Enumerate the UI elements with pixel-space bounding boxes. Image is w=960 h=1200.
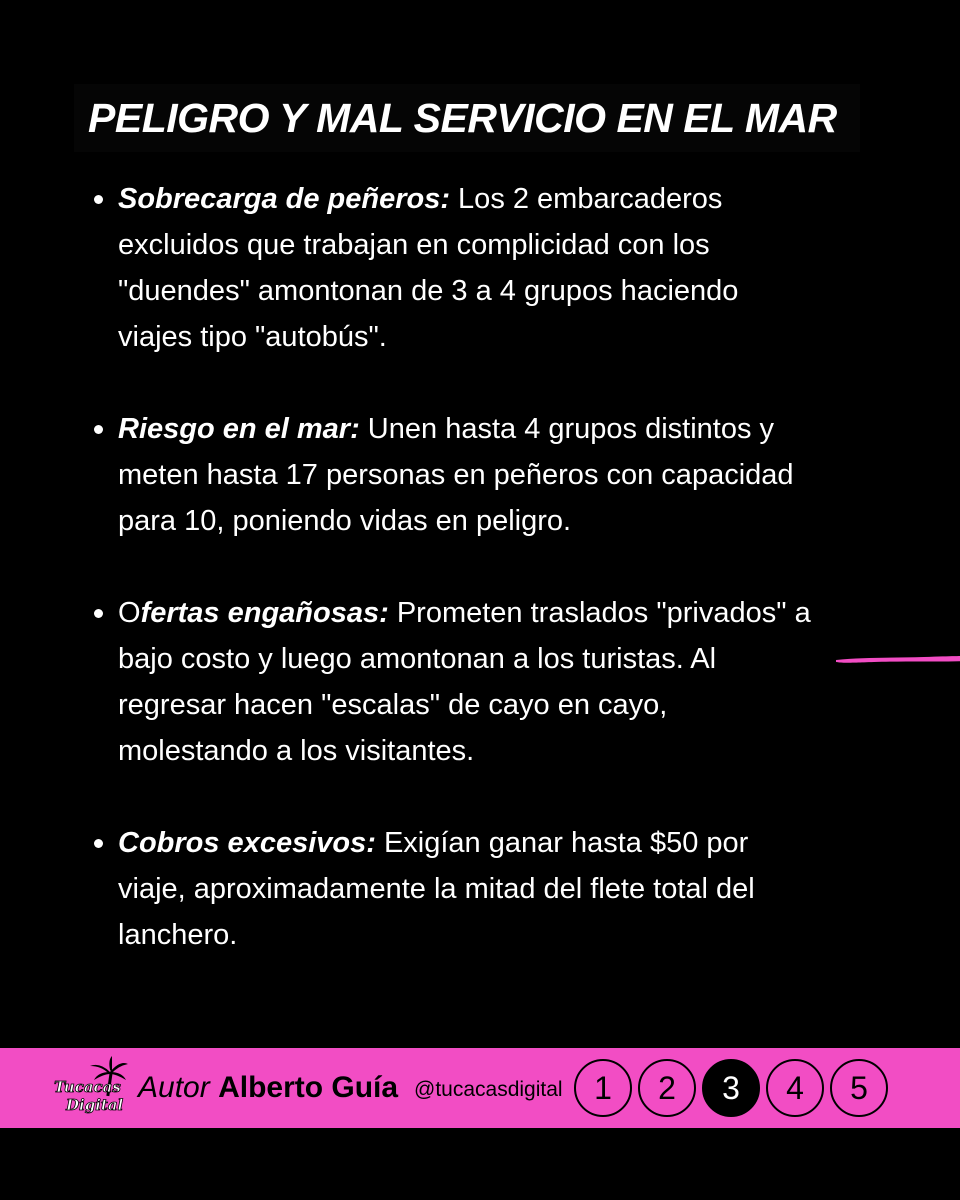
bullet-lead: Sobrecarga de peñeros: — [118, 183, 450, 215]
bullet-dot — [94, 839, 103, 848]
bullet-list — [90, 176, 820, 958]
bullet-text: Unen hasta 4 grupos distintos y meten hasta 17 personas en peñeros con capacidad para 10, poniendo vidas en peligro. — [118, 413, 794, 537]
pink-brush-stroke — [834, 654, 960, 664]
page-1[interactable]: 1 — [574, 1059, 632, 1117]
bullet-prefix: O — [118, 597, 141, 629]
palm-tree-icon — [50, 1056, 130, 1122]
bullet-text: Exigían ganar hasta $50 por viaje, aproximadamente la mitad del flete total del lanchero. — [118, 827, 755, 951]
page-3-current[interactable]: 3 — [702, 1059, 760, 1117]
bullet-dot — [94, 609, 103, 618]
logo-text-line2: Digital — [66, 1096, 124, 1114]
author-credit — [138, 1070, 398, 1106]
bullet-text: Prometen traslados "privados" a bajo costo y luego amontonan a los turistas. Al regresar hacen "escalas" de cayo en cayo, molestando a los visitantes. — [118, 597, 811, 767]
bullet-text: Los 2 embarcaderos excluidos que trabajan en complicidad con los "duendes" amontonan de 3 a 4 grupos haciendo viajes tipo "autobús". — [118, 183, 739, 353]
list-item — [90, 820, 820, 958]
logo-text-line1: Tucacas — [54, 1078, 121, 1096]
page-2[interactable]: 2 — [638, 1059, 696, 1117]
page-title: PELIGRO Y MAL SERVICIO EN EL MAR — [88, 95, 837, 141]
footer-bar — [0, 1048, 960, 1128]
author-name: Alberto Guía — [218, 1071, 399, 1104]
list-item — [90, 406, 820, 544]
page-5[interactable]: 5 — [830, 1059, 888, 1117]
bullet-lead: Riesgo en el mar: — [118, 413, 360, 445]
bullet-dot — [94, 425, 103, 434]
bullet-lead: fertas engañosas: — [140, 597, 389, 629]
social-handle: @tucacasdigital — [414, 1078, 563, 1101]
bullet-dot — [94, 195, 103, 204]
author-prefix: Autor — [138, 1071, 210, 1104]
list-item — [90, 176, 820, 360]
bullet-lead: Cobros excesivos: — [118, 827, 376, 859]
list-item — [90, 590, 820, 774]
page-4[interactable]: 4 — [766, 1059, 824, 1117]
